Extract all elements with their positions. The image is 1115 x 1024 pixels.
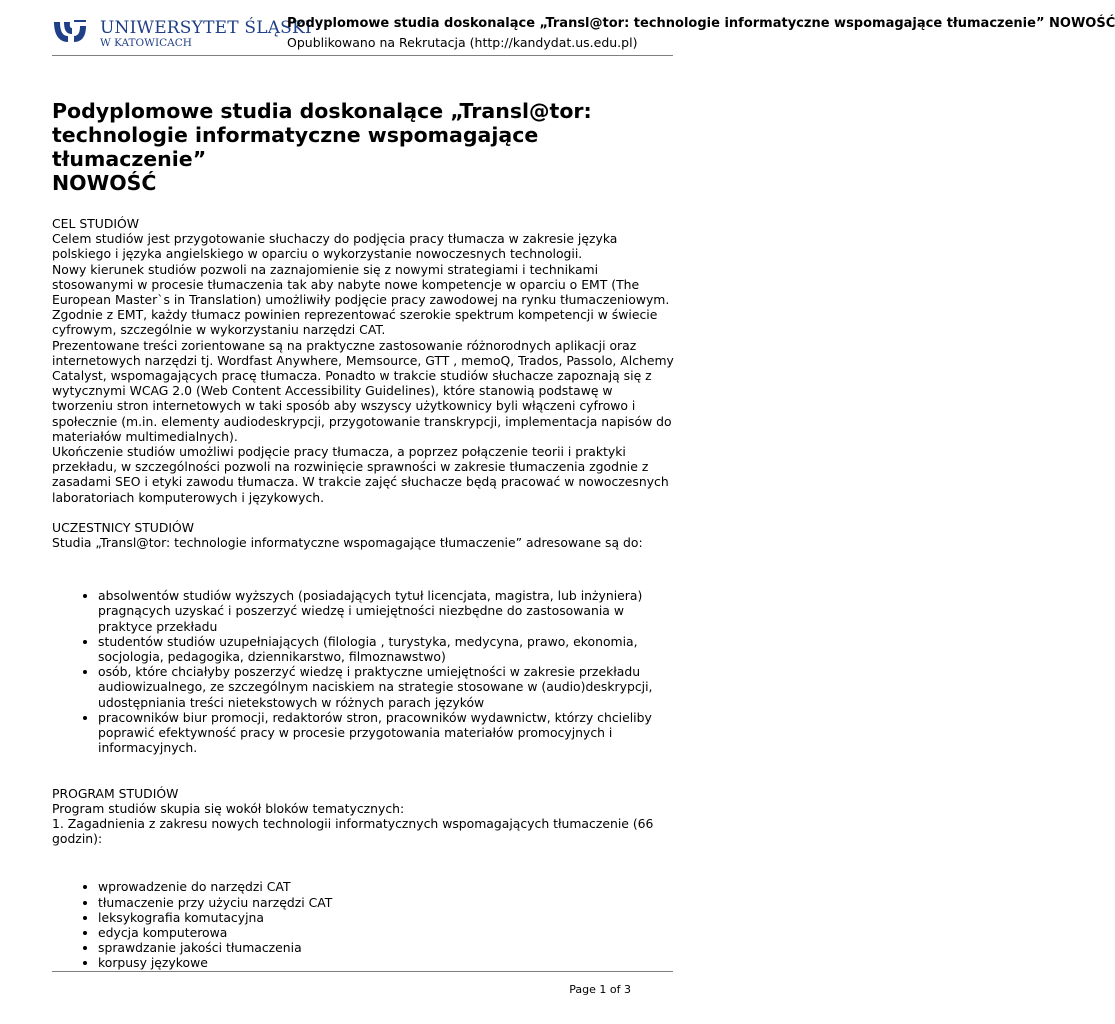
cel-paragraph-1: Celem studiów jest przygotowanie słuchaczy do podjęcia pracy tłumacza w zakresie języka polskiego i języka angielskiego w oparciu o wykorzystanie nowoczesnych technologii. <box>52 231 618 262</box>
university-logo[interactable] <box>52 14 312 54</box>
cel-paragraph-4: Ukończenie studiów umożliwi podjęcie pracy tłumacza, a poprzez połączenie teorii i praktyki przekładu, w szczególności pozwoli na rozwinięcie sprawności w zakresie tłumaczenia zgodnie z zasadami SEO i etyki zawodu tłumacza. W trakcie zajęć słuchacze będą pracować w nowoczesnych laboratoriach komputerowych i językowych. <box>52 444 669 505</box>
cel-paragraph-2: Nowy kierunek studiów pozwoli na zaznajomienie się z nowymi strategiami i technikami stosowanymi w procesie tłumaczenia tak aby nabyte nowe kompetencje w oparciu o EMT (The European Master`s in Translation) umożliwiły podjęcie pracy zawodowej na rynku tłumaczeniowym. Zgodnie z EMT, każdy tłumacz powinien reprezentować szerokie spektrum kompetencji w świecie cyfrowym, szczególnie w wykorzystaniu narzędzi CAT. <box>52 261 670 338</box>
list-item: • korpusy językowe <box>98 955 677 970</box>
list-item: • wprowadzenie do narzędzi CAT <box>98 879 677 894</box>
university-emblem-icon <box>52 18 88 46</box>
list-item: • absolwentów studiów wyższych (posiadających tytuł licencjata, magistra, lub inżyniera) pragnących uzyskać i poszerzyć wiedzę i umiejętności niezbędne do zastosowania w praktyce przekładu <box>98 588 677 634</box>
uczestnicy-intro: Studia „Transl@tor: technologie informatyczne wspomagające tłumaczenie” adresowane są do: <box>52 535 643 551</box>
program-block-1: 1. Zagadnienia z zakresu nowych technologii informatycznych wspomagających tłumaczenie (66 godzin): <box>52 815 654 847</box>
page-title-line-3: NOWOŚĆ <box>52 171 157 195</box>
uczestnicy-list <box>52 588 677 755</box>
cel-paragraph-3: Prezentowane treści zorientowane są na praktyczne zastosowanie różnorodnych aplikacji oraz internetowych narzędzi tj. Wordfast Anywhere, Memsource, GTT , memoQ, Trados, Passolo, Alchemy Catalyst, wspomagających pracę tłumacza. Ponadto w trakcie studiów słuchacze zapoznają się z wytycznymi WCAG 2.0 (Web Content Accessibility Guidelines), które stanowią podstawę w tworzeniu stron internetowych w taki sposób aby wszyscy użytkownicy byli włączeni cyfrowo i społecznie (m.in. elementy audiodeskrypcji, przygotowanie transkrypcji, implementacja napisów do materiałów multimedialnych). <box>52 337 674 444</box>
page-title-line-2: technologie informatyczne wspomagające tłumaczenie” <box>52 123 539 171</box>
list-item: • osób, które chciałyby poszerzyć wiedzę i praktyczne umiejętności w zakresie przekładu audiowizualnego, ze szczególnym naciskiem na strategie stosowane w (audio)deskrypcji, udostępniania treści nietekstowych w różnych parach języków <box>98 664 677 710</box>
list-item: • pracowników biur promocji, redaktorów stron, pracowników wydawnictw, którzy chcieliby poprawić efektywność pracy w procesie przygotowania materiałów promocyjnych i informacyjnych. <box>98 710 677 756</box>
page-number: Page 1 of 3 <box>569 983 631 996</box>
list-item: • edycja komputerowa <box>98 925 677 940</box>
list-item: • leksykografia komutacyjna <box>98 910 677 925</box>
cel-heading: CEL STUDIÓW <box>52 216 140 231</box>
program-intro: Program studiów skupia się wokół bloków tematycznych: <box>52 800 405 816</box>
list-item: • sprawdzanie jakości tłumaczenia <box>98 940 677 955</box>
article-body <box>52 216 677 971</box>
list-item: • studentów studiów uzupełniających (filologia , turystyka, medycyna, prawo, ekonomia, socjologia, pedagogika, dziennikarstwo, filmoznawstwo) <box>98 634 677 664</box>
university-subtitle: W KATOWICACH <box>100 37 192 49</box>
program-list <box>52 879 677 970</box>
program-heading: PROGRAM STUDIÓW <box>52 785 179 801</box>
list-item: • tłumaczenie przy użyciu narzędzi CAT <box>98 895 677 910</box>
page-title <box>52 99 692 195</box>
page-title-line-1: Podyplomowe studia doskonalące „Transl@tor: <box>52 99 592 123</box>
header-document-title: Podyplomowe studia doskonalące „Transl@tor: technologie informatyczne wspomagające tłumaczenie” NOWOŚĆ <box>287 16 1115 31</box>
university-name: UNIWERSYTET ŚLĄSKI <box>100 18 312 38</box>
footer-divider <box>52 971 673 972</box>
header-divider <box>52 55 673 56</box>
header-published-source[interactable]: Opublikowano na Rekrutacja (http://kandydat.us.edu.pl) <box>287 35 638 50</box>
uczestnicy-heading: UCZESTNICY STUDIÓW <box>52 519 195 535</box>
